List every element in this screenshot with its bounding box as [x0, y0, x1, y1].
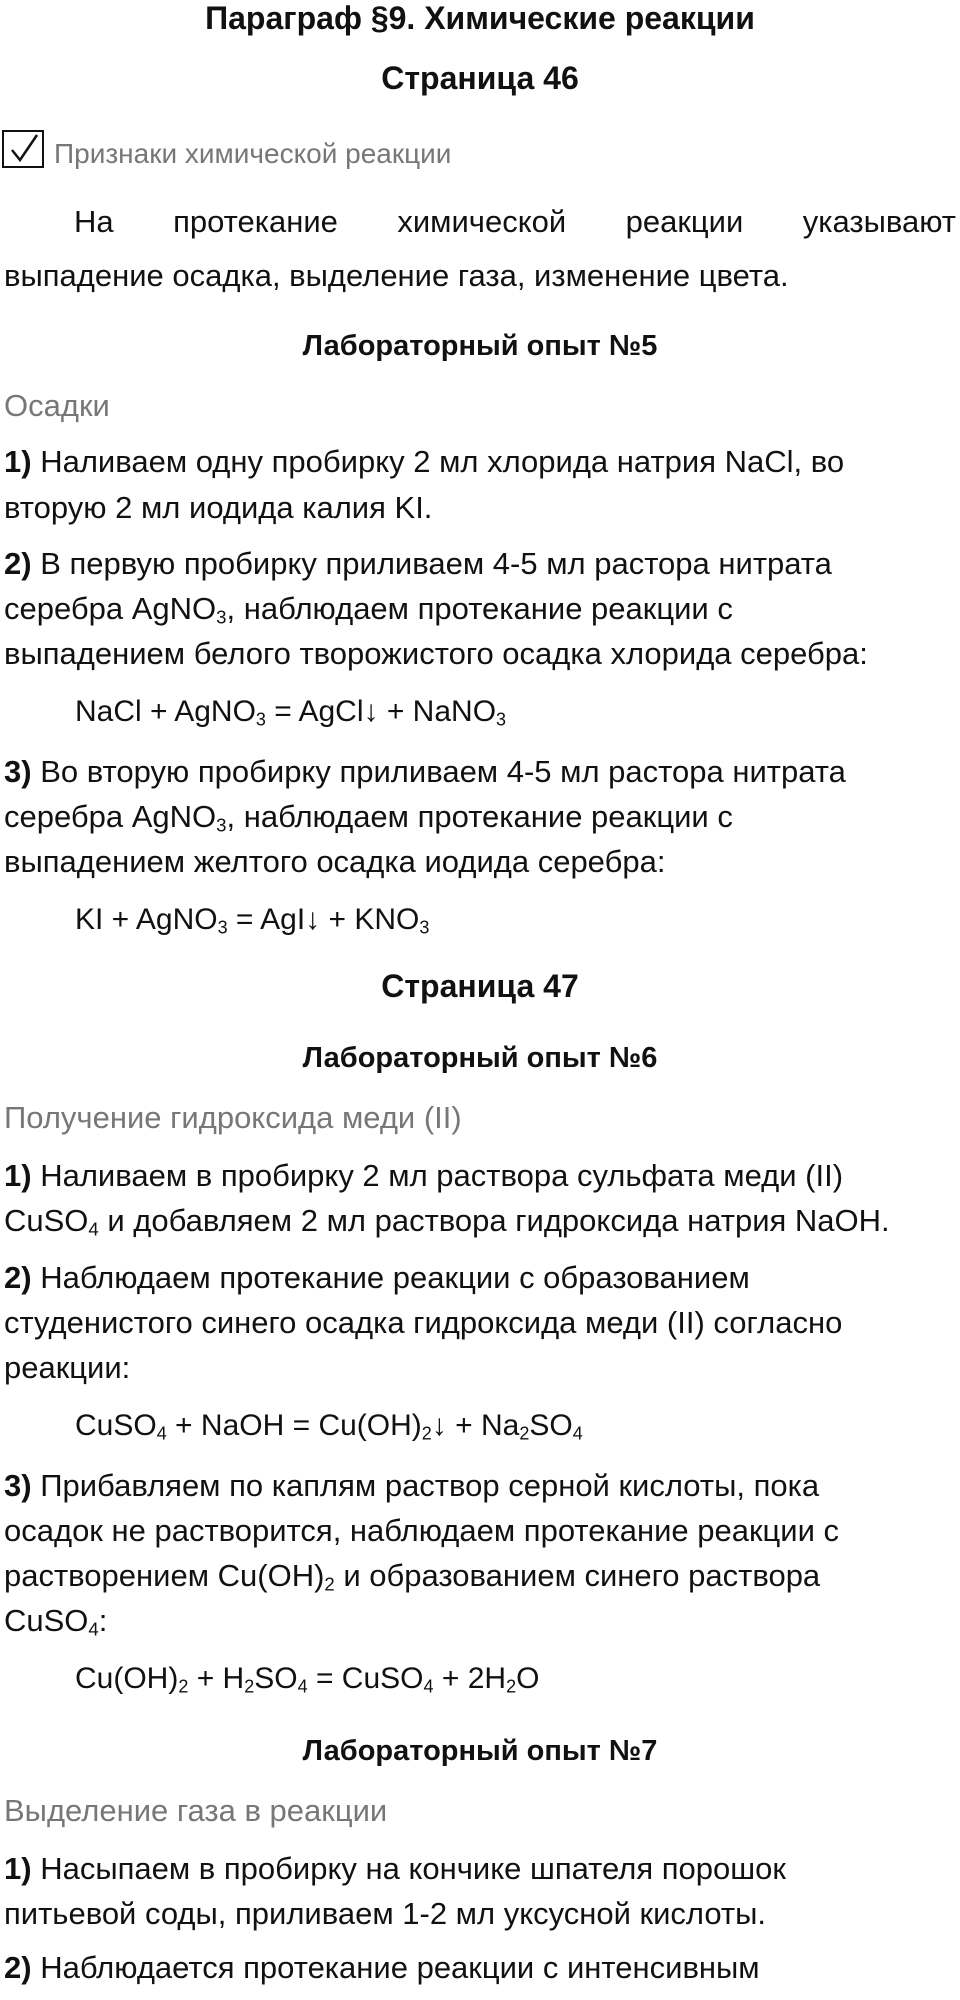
checkbox-icon[interactable]	[2, 130, 44, 168]
step-text: Наблюдается протекание реакции с интенсивным	[31, 1950, 760, 1985]
lab6-step2-line2: студенистого синего осадка гидроксида меди (II) согласно	[4, 1305, 843, 1340]
step-number: 3)	[4, 1468, 32, 1503]
lab7-subtitle: Выделение газа в реакции	[4, 1793, 388, 1828]
lab6-subtitle: Получение гидроксида меди (II)	[4, 1100, 462, 1135]
lab7-step1-line2: питьевой соды, приливаем 1-2 мл уксусной кислоты.	[4, 1896, 767, 1931]
lab5-heading: Лабораторный опыт №5	[302, 330, 658, 362]
lab5-step3-line3: выпадением желтого осадка иодида серебра:	[4, 844, 666, 879]
intro-word: протекание	[173, 204, 338, 239]
step-number: 2)	[4, 546, 32, 581]
page-47-heading: Страница 47	[381, 968, 579, 1004]
lab6-step1-line2: CuSO$_4$ и добавляем 2 мл раствора гидроксида натрия NaOH.	[4, 1203, 890, 1240]
lab5-equation-2: KI + AgNO$_3$ = AgI↓ + $KNO_3$	[75, 903, 430, 938]
lab6-step3-line3: растворением $Cu(OH)_2$ и образованием синего раствора	[4, 1558, 821, 1595]
step-number: 1)	[4, 1851, 32, 1886]
checkbox-label: Признаки химической реакции	[54, 138, 452, 169]
step-text: Насыпаем в пробирку на кончике шпателя порошок	[31, 1851, 786, 1886]
step-number: 2)	[4, 1950, 32, 1985]
intro-line-2: выпадение осадка, выделение газа, изменение цвета.	[4, 258, 789, 293]
lab7-step2-line1	[4, 1952, 760, 1983]
lab5-step2-line1	[4, 548, 832, 579]
lab6-equation-1: CuSO$_4$ + NaOH = $Cu(OH)_2↓ + Na_2SO_4$	[75, 1409, 583, 1444]
lab7-heading: Лабораторный опыт №7	[302, 1735, 658, 1767]
paragraph-title: Параграф §9. Химические реакции	[205, 0, 755, 36]
step-number: 1)	[4, 1158, 32, 1193]
intro-word: реакции	[625, 204, 744, 239]
lab6-step3-line4: CuSO$_4$:	[4, 1603, 108, 1640]
step-text: Прибавляем по каплям раствор серной кислоты, пока	[31, 1468, 820, 1503]
lab5-step3-line1	[4, 756, 846, 787]
lab6-step2-line1	[4, 1262, 750, 1293]
lab7-step1-line1	[4, 1853, 786, 1884]
lab5-step1-line1	[4, 446, 844, 477]
step-number: 1)	[4, 444, 32, 479]
lab6-step3-line2: осадок не растворится, наблюдаем протекание реакции с	[4, 1513, 840, 1548]
lab6-step2-line3: реакции:	[4, 1350, 131, 1385]
step-text: В первую пробирку приливаем 4-5 мл растора нитрата	[31, 546, 832, 581]
intro-word: На	[74, 204, 114, 239]
step-text: Во вторую пробирку приливаем 4-5 мл растора нитрата	[31, 754, 846, 789]
step-text: Наливаем в пробирку 2 мл раствора сульфата меди (II)	[31, 1158, 844, 1193]
step-number: 2)	[4, 1260, 32, 1295]
lab6-step3-line1	[4, 1470, 819, 1501]
lab5-step3-line2: серебра AgNO$_3$, наблюдаем протекание реакции с	[4, 799, 733, 836]
lab5-step2-line3: выпадением белого творожистого осадка хлорида серебра:	[4, 636, 868, 671]
lab6-heading: Лабораторный опыт №6	[302, 1042, 658, 1074]
lab6-step1-line1	[4, 1160, 843, 1191]
lab5-equation-1: NaCl + AgNO$_3$ = AgCl↓ + NaNO$_3$	[75, 695, 507, 730]
step-number: 3)	[4, 754, 32, 789]
step-text: Наливаем одну пробирку 2 мл хлорида натрия NaCl, во	[31, 444, 845, 479]
step-text: Наблюдаем протекание реакции с образованием	[31, 1260, 750, 1295]
intro-word: химической	[397, 204, 567, 239]
lab6-equation-2: $Cu(OH)_2 + H_2SO_4$ = CuSO$_4$ + $2H_2O$	[75, 1662, 540, 1697]
page-46-heading: Страница 46	[381, 60, 579, 96]
intro-line-1	[4, 206, 956, 237]
intro-word: указывают	[802, 204, 956, 239]
lab5-step1-line2: вторую 2 мл иодида калия KI.	[4, 490, 433, 525]
lab5-step2-line2: серебра AgNO$_3$, наблюдаем протекание реакции с	[4, 591, 733, 628]
lab5-subtitle: Осадки	[4, 388, 110, 423]
